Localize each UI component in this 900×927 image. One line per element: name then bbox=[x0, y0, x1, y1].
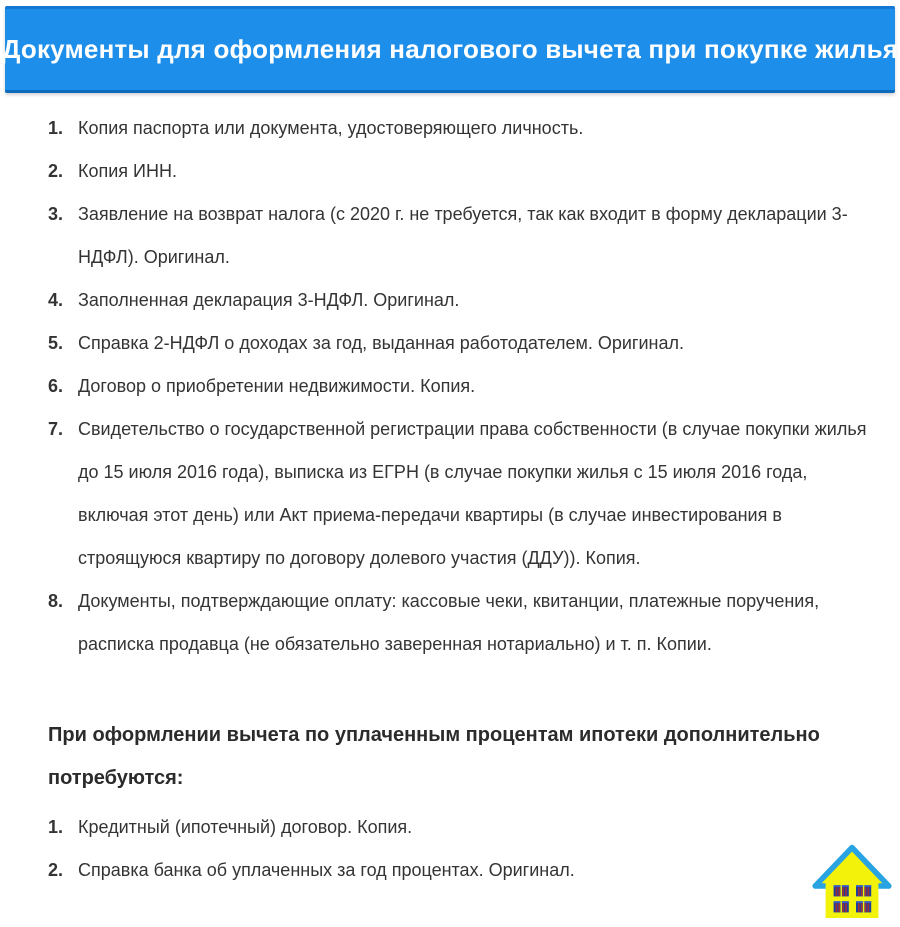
list-item-number: 5. bbox=[48, 333, 64, 353]
list-item-number: 1. bbox=[48, 817, 64, 837]
list-item-text: Заполненная декларация 3-НДФЛ. Оригинал. bbox=[78, 290, 460, 310]
list-item-number: 8. bbox=[48, 591, 64, 611]
page-title: Документы для оформления налогового вычета при покупке жилья bbox=[1, 34, 899, 64]
list-item-text: Кредитный (ипотечный) договор. Копия. bbox=[78, 817, 413, 837]
list-item-number: 7. bbox=[48, 419, 64, 439]
list-item-number: 1. bbox=[48, 118, 64, 138]
house-icon bbox=[812, 842, 892, 922]
document-body bbox=[0, 93, 900, 892]
list-item bbox=[48, 849, 868, 892]
list-item-number: 6. bbox=[48, 376, 64, 396]
list-item bbox=[48, 107, 868, 150]
mortgage-section-heading: При оформлении вычета по уплаченным процентам ипотеки дополнительно потребуются: bbox=[48, 724, 820, 789]
list-item-text: Справка банка об уплаченных за год процентах. Оригинал. bbox=[78, 860, 575, 880]
list-item bbox=[48, 279, 868, 322]
title-banner bbox=[1, 6, 899, 93]
list-item-text: Заявление на возврат налога (с 2020 г. не требуется, так как входит в форму декларации 3-НДФЛ). Оригинал. bbox=[78, 204, 848, 267]
list-item-text: Копия ИНН. bbox=[78, 161, 177, 181]
list-item-number: 2. bbox=[48, 860, 64, 880]
list-item bbox=[48, 580, 868, 666]
documents-list bbox=[48, 107, 868, 666]
list-item-text: Договор о приобретении недвижимости. Копия. bbox=[78, 376, 476, 396]
mortgage-documents-list bbox=[48, 806, 868, 892]
list-item bbox=[48, 365, 868, 408]
list-item-number: 3. bbox=[48, 204, 64, 224]
list-item bbox=[48, 322, 868, 365]
list-item-number: 2. bbox=[48, 161, 64, 181]
list-item-text: Свидетельство о государственной регистрации права собственности (в случае покупки жилья до 15 июля 2016 года), выписка из ЕГРН (в случае покупки жилья с 15 июля 2016 года, включая этот день) или Акт приема-передачи квартиры (в случае инвестирования в строящуюся квартиру по договору долевого участия (ДДУ)). Копия. bbox=[78, 419, 867, 568]
list-item-text: Копия паспорта или документа, удостоверяющего личность. bbox=[78, 118, 584, 138]
list-item bbox=[48, 806, 868, 849]
list-item bbox=[48, 193, 868, 279]
list-item-text: Документы, подтверждающие оплату: кассовые чеки, квитанции, платежные поручения, расписка продавца (не обязательно заверенная нотариально) и т. п. Копии. bbox=[78, 591, 820, 654]
list-item-number: 4. bbox=[48, 290, 64, 310]
list-item bbox=[48, 408, 868, 580]
list-item bbox=[48, 150, 868, 193]
list-item-text: Справка 2-НДФЛ о доходах за год, выданная работодателем. Оригинал. bbox=[78, 333, 684, 353]
